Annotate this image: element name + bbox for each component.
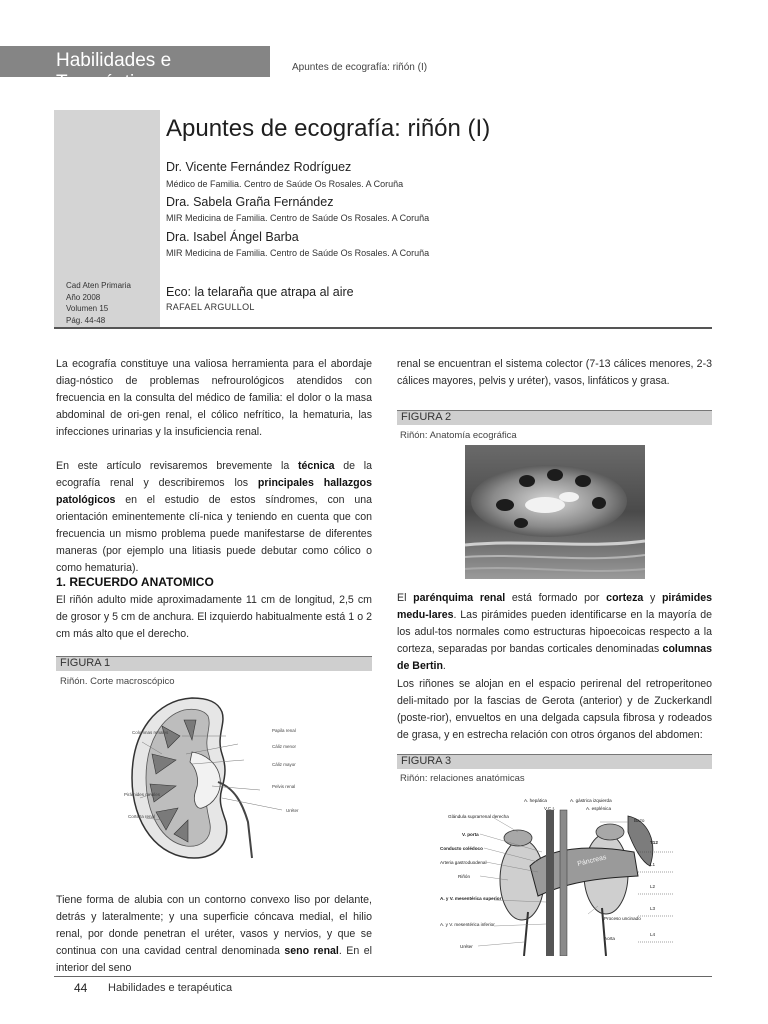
- fig1-label: Pirámides renales: [124, 792, 161, 797]
- fig3-label: A. y V. mesentérica inferior: [440, 922, 495, 927]
- fig3-label: A. esplénica: [586, 806, 612, 811]
- meta-year: Año 2008: [66, 292, 101, 302]
- running-head: Apuntes de ecografía: riñón (I): [292, 62, 428, 73]
- fig3-label: Páncreas: [576, 853, 608, 868]
- fig3-label: L2: [650, 884, 656, 889]
- author-affiliation: MIR Medicina de Familia. Centro de Saúde Os Rosales. A Coruña: [166, 248, 430, 258]
- meta-journal: Cad Aten Primaria: [66, 281, 131, 290]
- footer-section: Habilidades e terapéutica: [108, 982, 233, 994]
- author-affiliation: MIR Medicina de Familia. Centro de Saúde Os Rosales. A Coruña: [166, 213, 430, 223]
- figure-2-header: [397, 410, 712, 425]
- epigraph: Eco: la telaraña que atrapa al aire: [166, 285, 354, 299]
- fig1-label: Cáliz mayor: [272, 762, 296, 767]
- epigraph-author: RAFAEL ARGULLOL: [166, 302, 255, 312]
- parenchyma-paragraph: El parénquima renal está formado por corteza y pirámides medu-lares. Las pirámides pueden identificarse en la mayoría de los adul-tos normales como estructuras hipoecoicas respecto a la corteza, separadas por bandas corticales denominadas columnas de Bertin.: [397, 592, 712, 672]
- fig3-label: V.C.I.: [544, 806, 556, 811]
- footer-divider: [54, 976, 712, 977]
- figure-1-header: [56, 656, 372, 671]
- fig3-label: A. hepática: [524, 798, 547, 803]
- fig3-label: L4: [650, 932, 656, 937]
- fig1-label: Pelvis renal: [272, 784, 296, 789]
- fig3-label: Uréter: [460, 944, 473, 949]
- location-paragraph: Los riñones se alojan en el espacio perirenal del retroperitoneo deli-mitado por la fascias de Gerota (anterior) y de Zuckerkandl (poste-rior), envueltos en una delgada capsula fibrosa y rodeados de grasa, y en estrecha relación con otros órganos del abdomen:: [397, 678, 712, 741]
- scope-paragraph: En este artículo revisaremos brevemente la técnica de la ecografía renal y describiremos los principales hallazgos patológicos en el estudio de estos síndromes, con una orientación eminentemente clí-nica y teniendo en cuenta que con frecuencia un mismo problema puede manifestarse de diferentes maneras (por ejemplo una litiasis puede debutar como cólico o como hematuria).: [56, 460, 372, 574]
- fig3-label: Proceso uncinado: [604, 916, 641, 921]
- fig1-label: Papila renal: [272, 728, 296, 733]
- fig1-label: Uréter: [286, 808, 299, 813]
- section-banner: [0, 46, 270, 93]
- meta-volume: Volumen 15: [66, 304, 109, 313]
- fig3-label: V. porta: [462, 832, 479, 837]
- figure-1-label: FIGURA 1: [60, 657, 111, 669]
- page-number: 44: [74, 981, 88, 995]
- fig3-label: L3: [650, 906, 656, 911]
- fig1-label: Columnas renales: [132, 730, 169, 735]
- author-name: Dra. Isabel Ángel Barba: [166, 230, 299, 244]
- section-label: Habilidades e Terapéutica: [56, 50, 172, 93]
- citation-meta: [66, 280, 131, 326]
- collector-paragraph: renal se encuentran el sistema colector (7-13 cálices menores, 2-3 cálices mayores, pelvis y uréter), vasos, linfáticos y grasa.: [397, 358, 712, 387]
- section-heading: 1. RECUERDO ANATOMICO: [56, 575, 214, 589]
- figure-2-caption: Riñón: Anatomía ecográfica: [400, 430, 517, 441]
- meta-pages: Pág. 44-48: [66, 315, 106, 325]
- figure-2-ultrasound-image: [465, 445, 645, 579]
- author-name: Dra. Sabela Graña Fernández: [166, 195, 334, 209]
- header-divider: [54, 327, 712, 329]
- fig1-label: Corteza renal: [128, 814, 156, 819]
- fig3-label: A. gástrica izquierda: [570, 798, 612, 803]
- fig1-label: Cáliz menor: [272, 744, 297, 749]
- figure-3-header: [397, 754, 712, 769]
- article-title: Apuntes de ecografía: riñón (I): [166, 115, 491, 142]
- fig3-label: T12: [650, 840, 658, 845]
- fig3-label: Conducto colédoco: [440, 846, 483, 851]
- figure-3-label: FIGURA 3: [401, 755, 452, 767]
- fig3-label: Riñón: [458, 874, 471, 879]
- figure-1-kidney-illustration: [122, 692, 304, 864]
- shape-paragraph: Tiene forma de alubia con un contorno convexo liso por delante, detrás y lateralmente; y una superficie cóncava medial, el hilio renal, por donde penetran el uréter, vasos y nervios, y que se continua con una cavidad central denominada seno renal. En el interior del seno: [56, 894, 372, 974]
- intro-paragraph: La ecografía constituye una valiosa herramienta para el abordaje diag-nóstico de problemas nefrourológicos atendidos con frecuencia en la consulta del médico de familia: el dolor o la masa abdominal de ori-gen renal, el cólico nefrítico, la hematuria, las infecciones urinarias y la insuficiencia renal.: [56, 358, 372, 438]
- figure-3-caption: Riñón: relaciones anatómicas: [400, 773, 525, 784]
- fig3-label: A. y V. mesentérica superior: [440, 896, 502, 901]
- fig3-label: Bazo: [634, 818, 645, 823]
- anatomy-paragraph: El riñón adulto mide aproximadamente 11 cm de longitud, 2,5 cm de grosor y 5 cm de anchura. El izquierdo habitualmente está 1 o 2 cm más alto que el derecho.: [56, 594, 372, 640]
- fig3-label: Arteria gastroduodenal: [440, 860, 487, 865]
- fig3-label: Aorta: [604, 936, 615, 941]
- fig3-label: Glándula suprarrenal derecha: [448, 814, 509, 819]
- figure-1-caption: Riñón. Corte macroscópico: [60, 676, 175, 687]
- author-name: Dr. Vicente Fernández Rodríguez: [166, 160, 352, 174]
- fig3-label: L1: [650, 862, 656, 867]
- author-affiliation: Médico de Familia. Centro de Saúde Os Rosales. A Coruña: [166, 179, 404, 189]
- figure-2-label: FIGURA 2: [401, 411, 452, 423]
- figure-3-anatomy-illustration: [438, 792, 678, 956]
